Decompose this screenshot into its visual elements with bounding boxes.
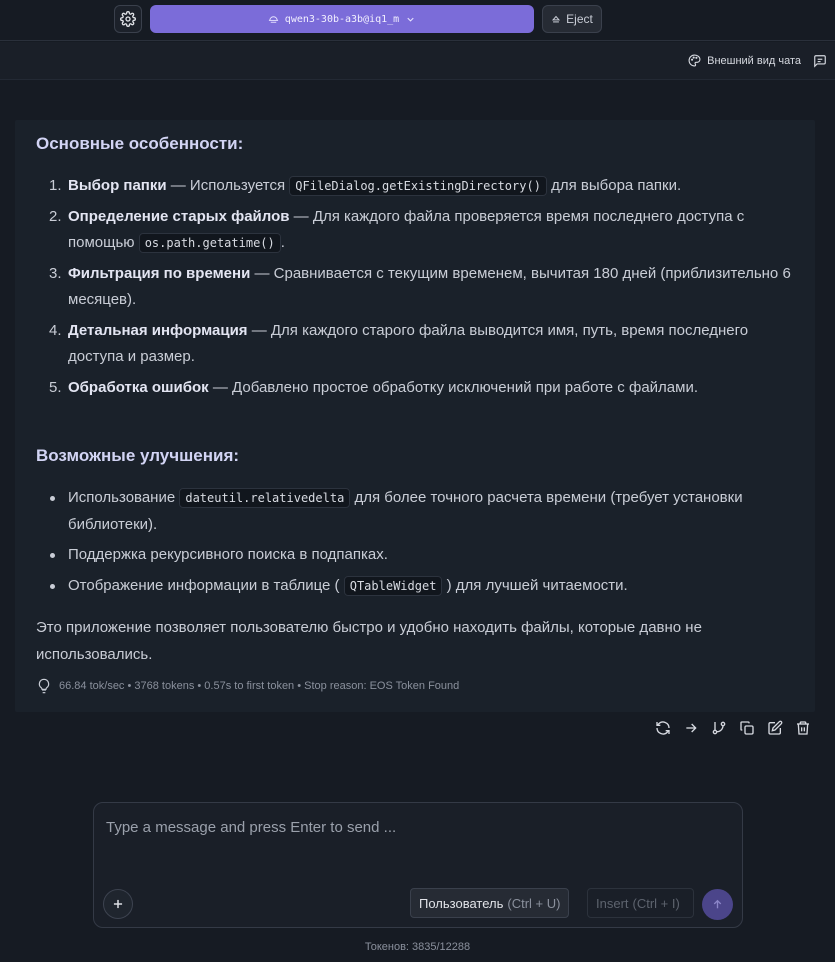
user-role-label: Пользователь [419,895,504,911]
code-span: os.path.getatime() [139,233,281,253]
copy-icon [739,720,755,736]
features-heading: Основные особенности: [36,134,244,153]
conclusion-text: Это приложение позволяет пользователю быстро и удобно находить файлы, которые давно не использовались. [36,619,702,663]
stats-text: 66.84 tok/sec • 3768 tokens • 0.57s to first token • Stop reason: EOS Token Found [59,680,460,692]
branch-button[interactable] [711,720,727,736]
model-name: qwen3-30b-a3b@iq1_m [284,13,400,25]
insert-label: Insert [596,895,629,911]
eject-icon [551,14,561,24]
edit-icon [767,720,783,736]
improvements-heading: Возможные улучшения: [36,446,240,465]
attach-button[interactable] [103,889,133,919]
insert-shortcut: (Ctrl + I) [632,895,680,911]
list-item: Поддержка рекурсивного поиска в подпапках. [36,542,796,569]
palette-icon [688,54,701,67]
chat-appearance-label: Внешний вид чата [707,54,801,67]
assistant-message [15,120,815,712]
code-span: dateutil.relativedelta [179,488,350,508]
eject-label: Eject [566,12,593,26]
regenerate-button[interactable] [655,720,671,736]
list-item: Отображение информации в таблице ( QTableWidget ) для лучшей читаемости. [36,573,796,600]
git-branch-icon [711,720,727,736]
trash-icon [795,720,811,736]
list-item: Использование dateutil.relativedelta для более точного расчета времени (требует установки библиотеки). [36,485,796,538]
delete-button[interactable] [795,720,811,736]
code-span: QTableWidget [344,576,443,596]
model-icon [268,14,279,25]
chat-appearance-button[interactable] [688,54,801,67]
code-span: QFileDialog.getExistingDirectory() [289,176,547,196]
improvements-list [36,485,796,599]
continue-button[interactable] [683,720,699,736]
insert-button[interactable] [587,888,694,918]
token-count: Токенов: 3835/12288 [364,941,471,953]
arrow-up-icon [711,898,724,911]
chevron-down-icon [405,14,416,25]
top-bar [0,0,835,41]
arrow-right-icon [683,720,699,736]
chat-panel-button[interactable] [813,54,827,73]
features-list [36,173,796,401]
refresh-icon [655,720,671,736]
list-item: 4. Детальная информация — Для каждого старого файла выводится имя, путь, время последнего доступа и размер. [49,321,749,365]
list-item: 1. Выбор папки — Используется QFileDialog.getExistingDirectory() для выбора папки. [49,177,682,194]
chat-toolbar [0,42,835,80]
gear-icon [120,11,136,27]
send-button[interactable] [702,889,733,920]
list-item: 3. Фильтрация по времени — Сравнивается с текущим временем, вычитая 180 дней (приблизительно 6 месяцев). [49,264,791,308]
message-composer [93,802,743,928]
message-actions [655,720,811,736]
plus-icon [111,897,125,911]
user-role-button[interactable] [410,888,569,918]
generation-stats[interactable] [36,678,459,694]
lightbulb-icon [36,678,52,694]
list-item: 2. Определение старых файлов — Для каждого файла проверяется время последнего доступа с помощью os.path.getatime() . [49,207,745,251]
message-input[interactable] [106,819,726,836]
settings-button[interactable] [114,5,142,33]
eject-button[interactable] [542,5,602,33]
model-selector-button[interactable] [150,5,534,33]
list-item: 5. Обработка ошибок — Добавлено простое обработку исключений при работе с файлами. [49,378,698,396]
copy-button[interactable] [739,720,755,736]
user-role-shortcut: (Ctrl + U) [507,895,561,911]
message-square-icon [813,54,827,68]
edit-button[interactable] [767,720,783,736]
